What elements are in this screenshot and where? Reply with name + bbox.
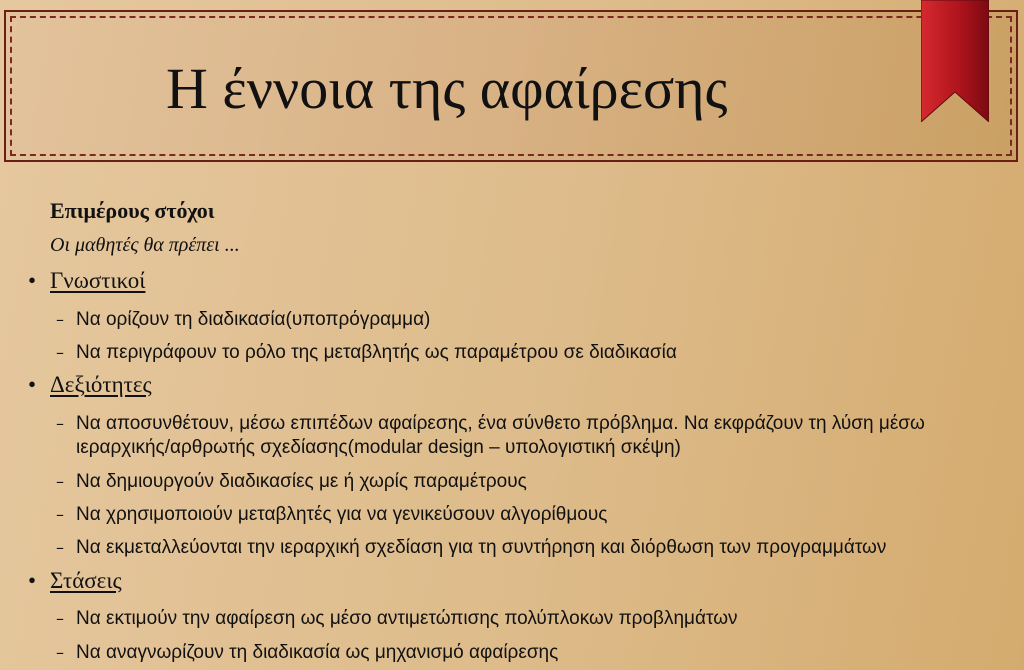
list-item-text: Να δημιουργούν διαδικασίες με ή χωρίς παραμέτρους	[76, 471, 527, 492]
section-attitudes	[28, 568, 122, 594]
section-skills	[28, 372, 152, 398]
dash-glyph: –	[56, 414, 64, 433]
list-item	[56, 641, 976, 665]
bullet-glyph: •	[28, 372, 37, 397]
list-item	[56, 503, 976, 527]
list-item-text: Να αποσυνθέτουν, μέσω επιπέδων αφαίρεσης, ένα σύνθετο πρόβλημα. Να εκφράζουν τη λύση μέσω ιεραρχικής/αρθρωτής σχεδίασης(modular design – υπολογιστική σκέψη)	[76, 413, 925, 458]
list-item	[56, 470, 976, 494]
list-item	[56, 536, 976, 560]
dash-glyph: –	[56, 505, 64, 524]
list-item-text: Να εκμεταλλεύονται την ιεραρχική σχεδίαση για τη συντήρηση και διόρθωση των προγραμμάτων	[76, 537, 887, 558]
slide-title: Η έννοια της αφαίρεσης	[166, 56, 728, 121]
list-item-text: Να περιγράφουν το ρόλο της μεταβλητής ως παραμέτρου σε διαδικασία	[76, 342, 677, 363]
section-label: Γνωστικοί	[50, 268, 146, 293]
list-item	[56, 607, 976, 631]
list-item	[56, 412, 976, 460]
list-item-text: Να εκτιμούν την αφαίρεση ως μέσο αντιμετώπισης πολύπλοκων προβλημάτων	[76, 608, 738, 629]
dash-glyph: –	[56, 643, 64, 662]
section-label: Δεξιότητες	[50, 372, 152, 397]
list-item-text: Να χρησιμοποιούν μεταβλητές για να γενικεύσουν αλγορίθμους	[76, 504, 608, 525]
dash-glyph: –	[56, 343, 64, 362]
dash-glyph: –	[56, 472, 64, 491]
objectives-intro: Οι μαθητές θα πρέπει ...	[50, 234, 240, 256]
section-label: Στάσεις	[50, 568, 122, 593]
dash-glyph: –	[56, 609, 64, 628]
list-item	[56, 308, 976, 332]
dash-glyph: –	[56, 538, 64, 557]
list-item	[56, 341, 976, 365]
bullet-glyph: •	[28, 568, 37, 593]
section-cognitive	[28, 268, 145, 294]
list-item-text: Να αναγνωρίζουν τη διαδικασία ως μηχανισμό αφαίρεσης	[76, 642, 559, 663]
dash-glyph: –	[56, 310, 64, 329]
bullet-glyph: •	[28, 268, 37, 293]
objectives-heading: Επιμέρους στόχοι	[50, 198, 215, 223]
list-item-text: Να ορίζουν τη διαδικασία(υποπρόγραμμα)	[76, 309, 431, 330]
